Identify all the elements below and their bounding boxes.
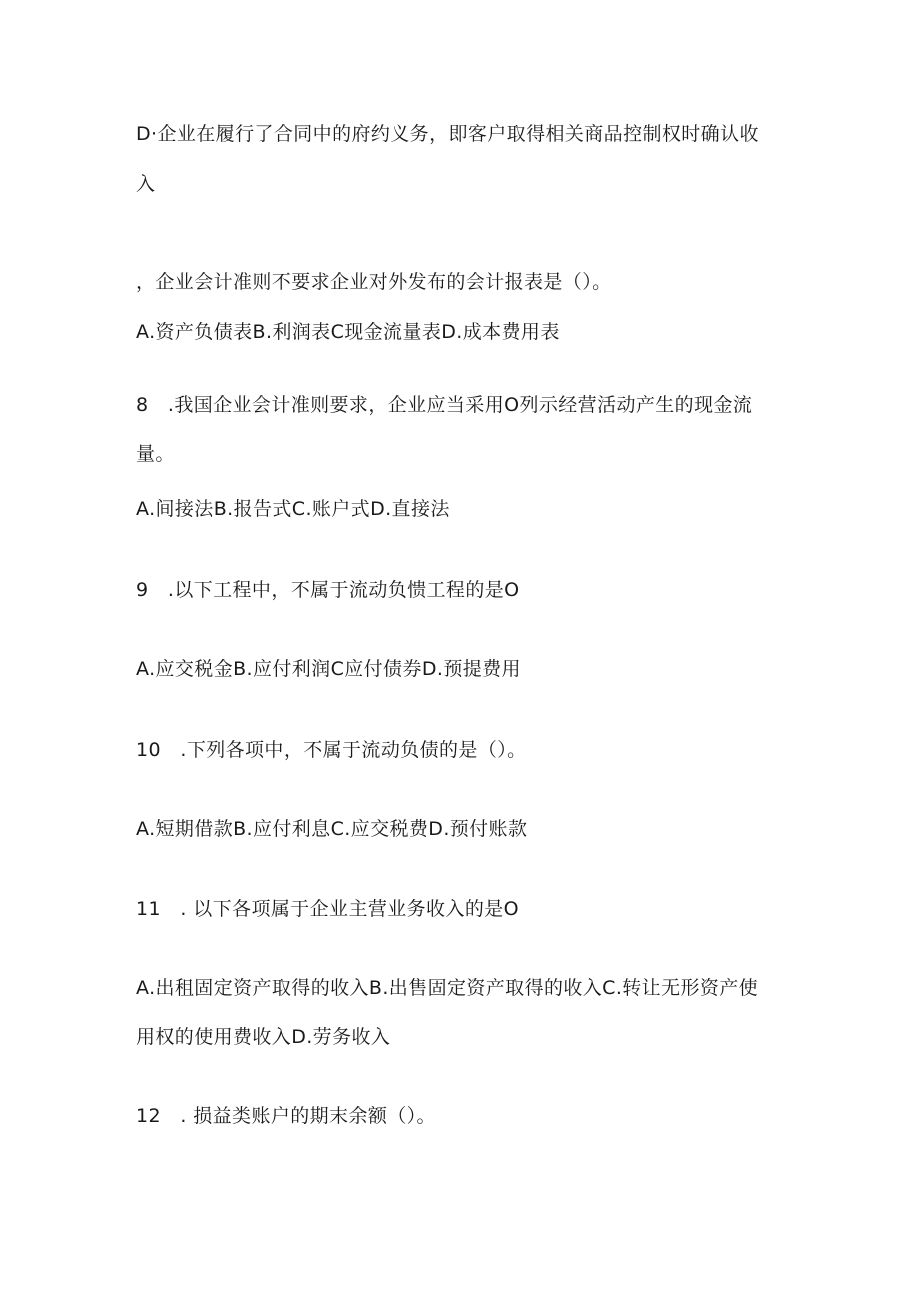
question-8-options: A.间接法B.报告式C.账户式D.直接法 [136, 498, 450, 520]
question-8: 8 .我国企业会计准则要求，企业应当采用O列示经营活动产生的现金流 [136, 394, 753, 416]
question-12: 12 . 损益类账户的期末余额（）。 [136, 1105, 436, 1127]
question-7: ，企业会计准则不要求企业对外发布的会计报表是（）。 [136, 271, 612, 293]
question-9-options: A.应交税金B.应付利润C应付债券D.预提费用 [136, 658, 521, 680]
text-line-option-d-cont: 入 [136, 173, 156, 195]
question-11-options: A.出租固定资产取得的收入B.出售固定资产取得的收入C.转让无形资产使 [136, 977, 759, 999]
text-line-option-d: D·企业在履行了合同中的府约义务，即客户取得相关商品控制权时确认收 [136, 123, 759, 145]
question-10-options: A.短期借款B.应付利息C.应交税费D.预付账款 [136, 818, 528, 840]
question-11-options-cont: 用权的使用费收入D.劳务收入 [136, 1026, 391, 1048]
question-10: 10 .下列各项中，不属于流动负债的是（）。 [136, 739, 527, 761]
question-11: 11 . 以下各项属于企业主营业务收入的是O [136, 898, 520, 920]
question-7-options: A.资产负债表B.利润表C现金流量表D.成本费用表 [136, 321, 560, 343]
question-8-cont: 量。 [136, 443, 175, 465]
question-9: 9 .以下工程中，不属于流动负愦工程的是O [136, 579, 520, 601]
